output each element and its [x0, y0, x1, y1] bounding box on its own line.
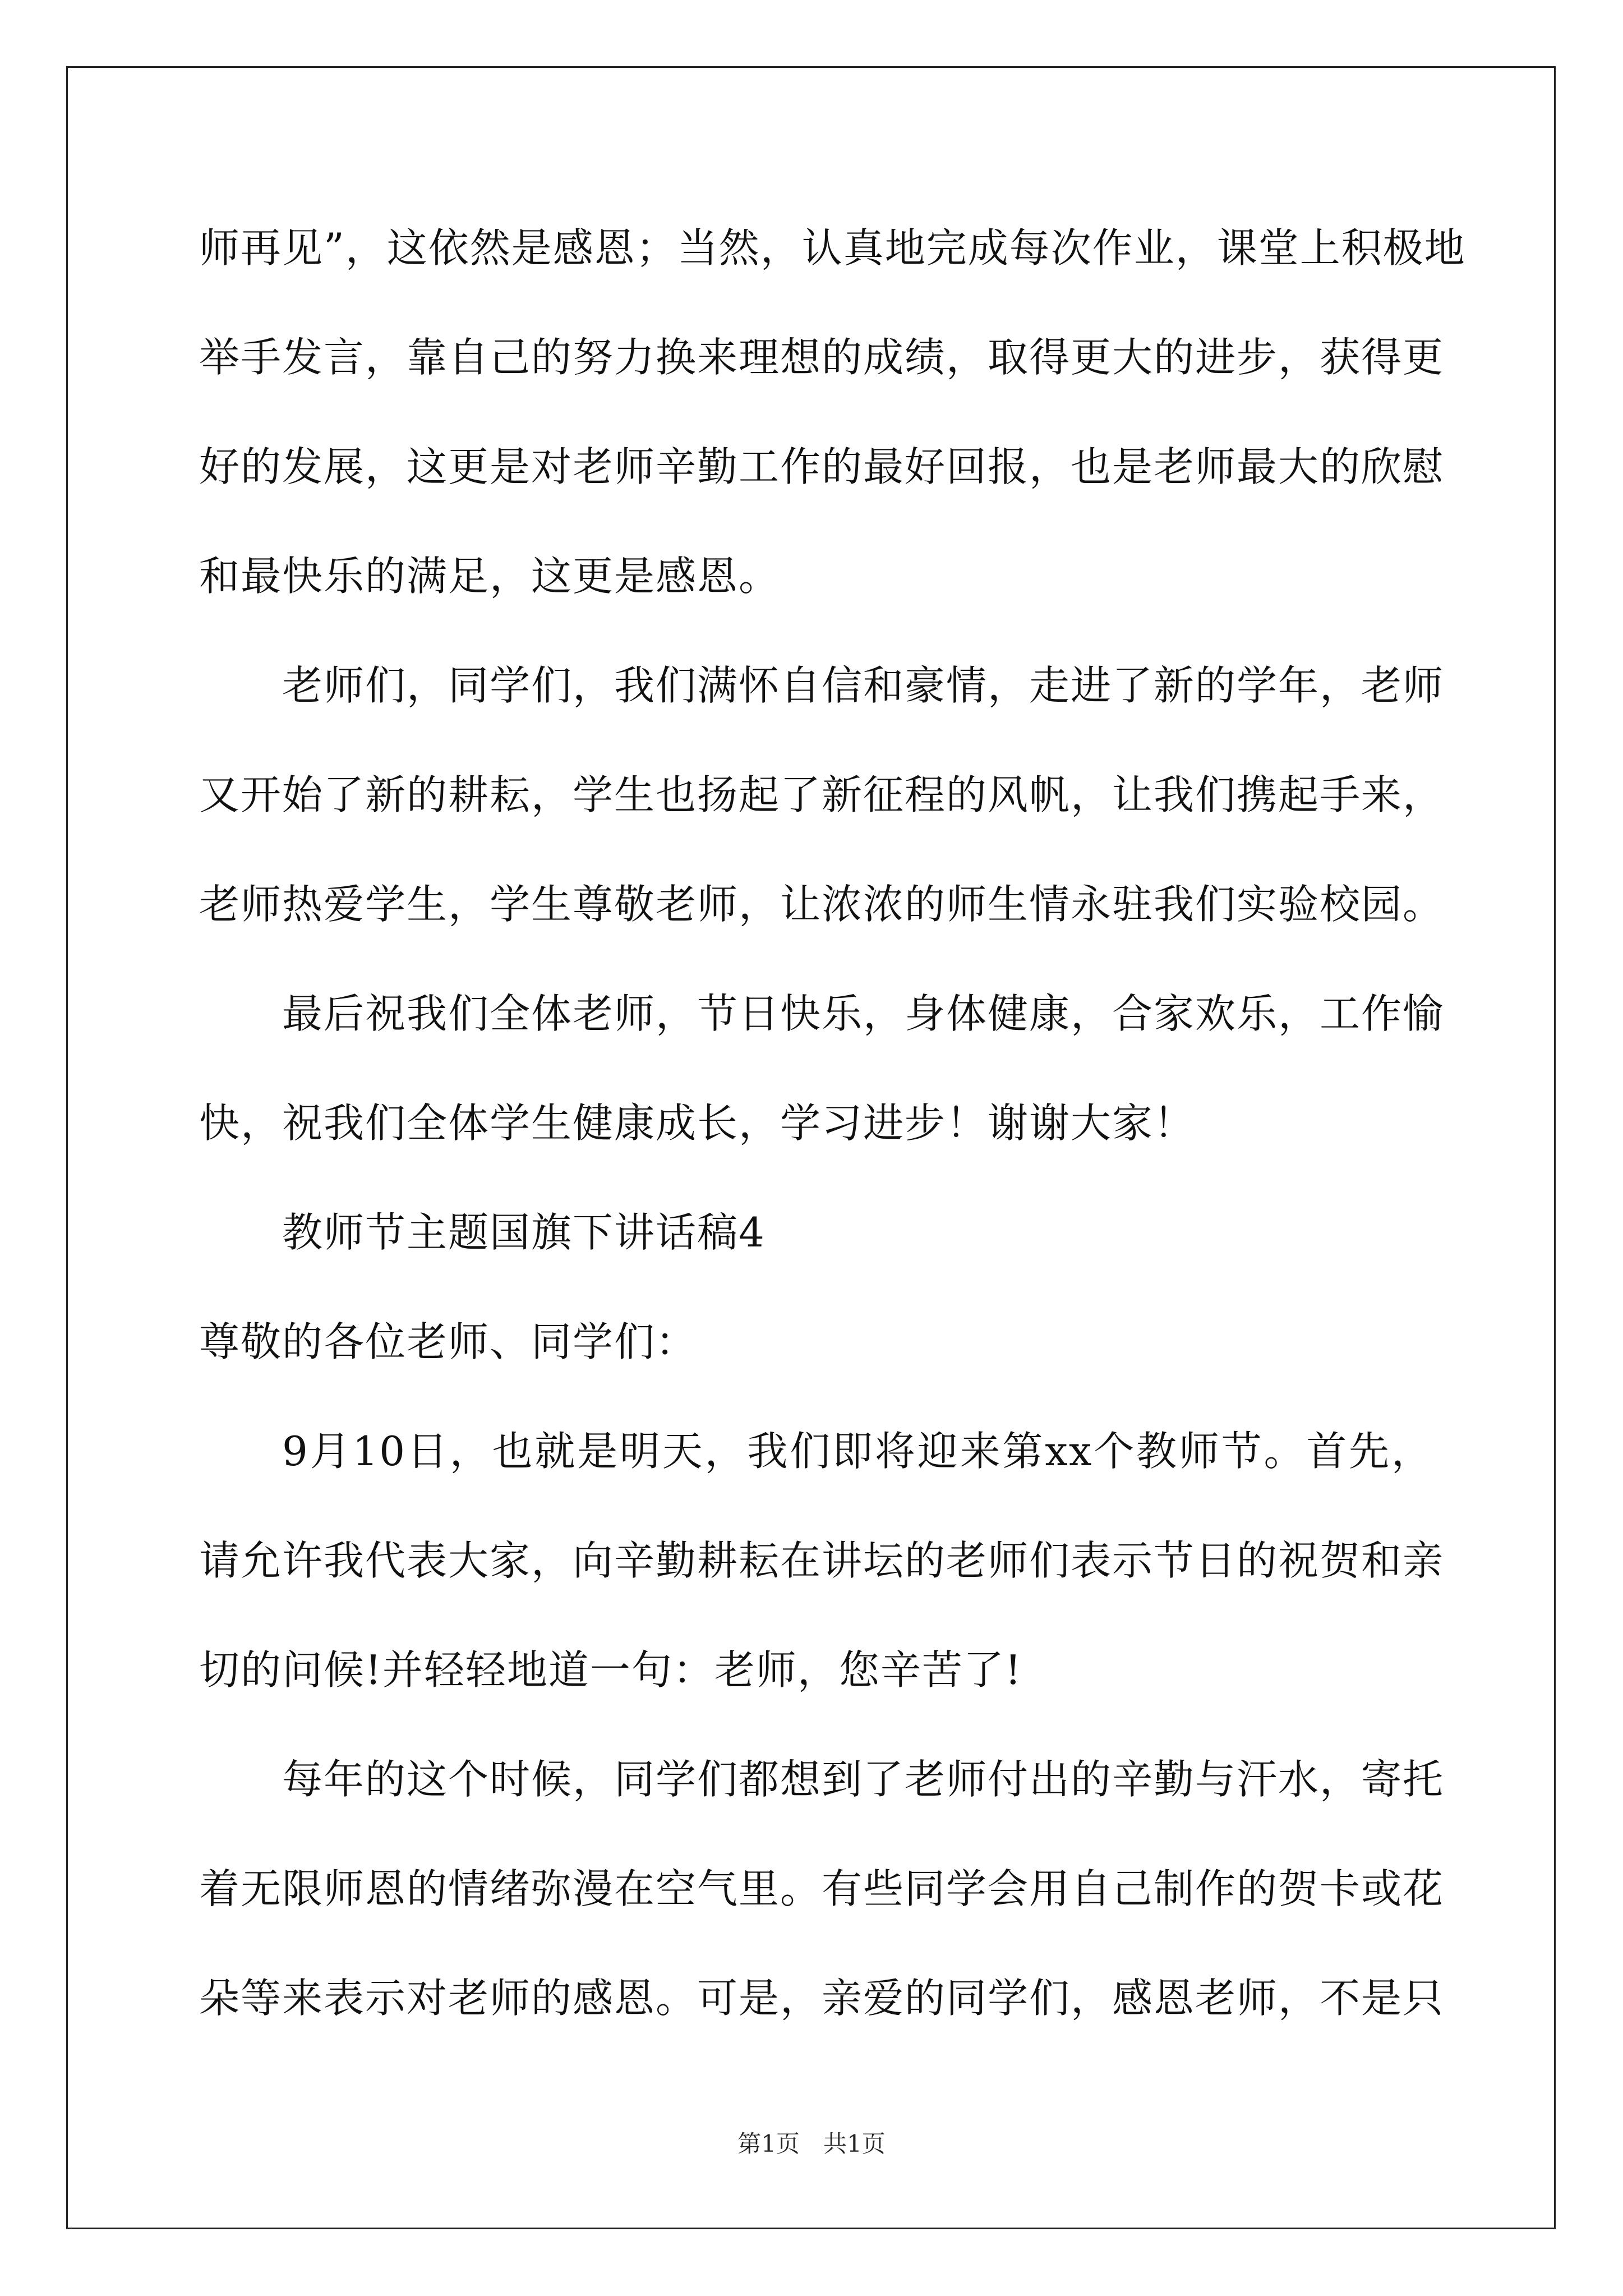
text-line: 老师热爱学生，学生尊敬老师，让浓浓的师生情永驻我们实验校园。: [199, 881, 1445, 928]
text-line: 好的发展，这更是对老师辛勤工作的最好回报，也是老师最大的欣慰: [199, 443, 1445, 490]
text-line: 切的问候!并轻轻地道一句：老师，您辛苦了!: [199, 1646, 1022, 1694]
paragraph-start-line: 老师们，同学们，我们满怀自信和豪情，走进了新的学年，老师: [282, 662, 1445, 709]
text-line: 请允许我代表大家，向辛勤耕耘在讲坛的老师们表示节日的祝贺和亲: [199, 1537, 1445, 1584]
paragraph-start-line: 最后祝我们全体老师，节日快乐，身体健康，合家欢乐，工作愉: [282, 990, 1445, 1037]
paragraph-start-line: 每年的这个时候，同学们都想到了老师付出的辛勤与汗水，寄托: [282, 1756, 1445, 1803]
section-heading: 教师节主题国旗下讲话稿4: [282, 1209, 766, 1256]
text-line: 举手发言，靠自己的努力换来理想的成绩，取得更大的进步，获得更: [199, 334, 1445, 381]
text-line: 又开始了新的耕耘，学生也扬起了新征程的风帆，让我们携起手来，: [199, 771, 1445, 818]
text-line: 着无限师恩的情绪弥漫在空气里。有些同学会用自己制作的贺卡或花: [199, 1865, 1445, 1912]
paragraph-start-line: 9月10日，也就是明天，我们即将迎来第xx个教师节。首先，: [282, 1428, 1433, 1475]
page-number: 第1页 共1页: [737, 2130, 886, 2157]
salutation: 尊敬的各位老师、同学们：: [199, 1318, 698, 1365]
text-line: 快，祝我们全体学生健康成长，学习进步！谢谢大家！: [199, 1099, 1196, 1147]
text-line: 师再见”，这依然是感恩；当然，认真地完成每次作业，课堂上积极地: [199, 224, 1466, 272]
text-line: 朵等来表示对老师的感恩。可是，亲爱的同学们，感恩老师，不是只: [199, 1975, 1445, 2022]
text-line: 和最快乐的满足，这更是感恩。: [199, 553, 781, 600]
